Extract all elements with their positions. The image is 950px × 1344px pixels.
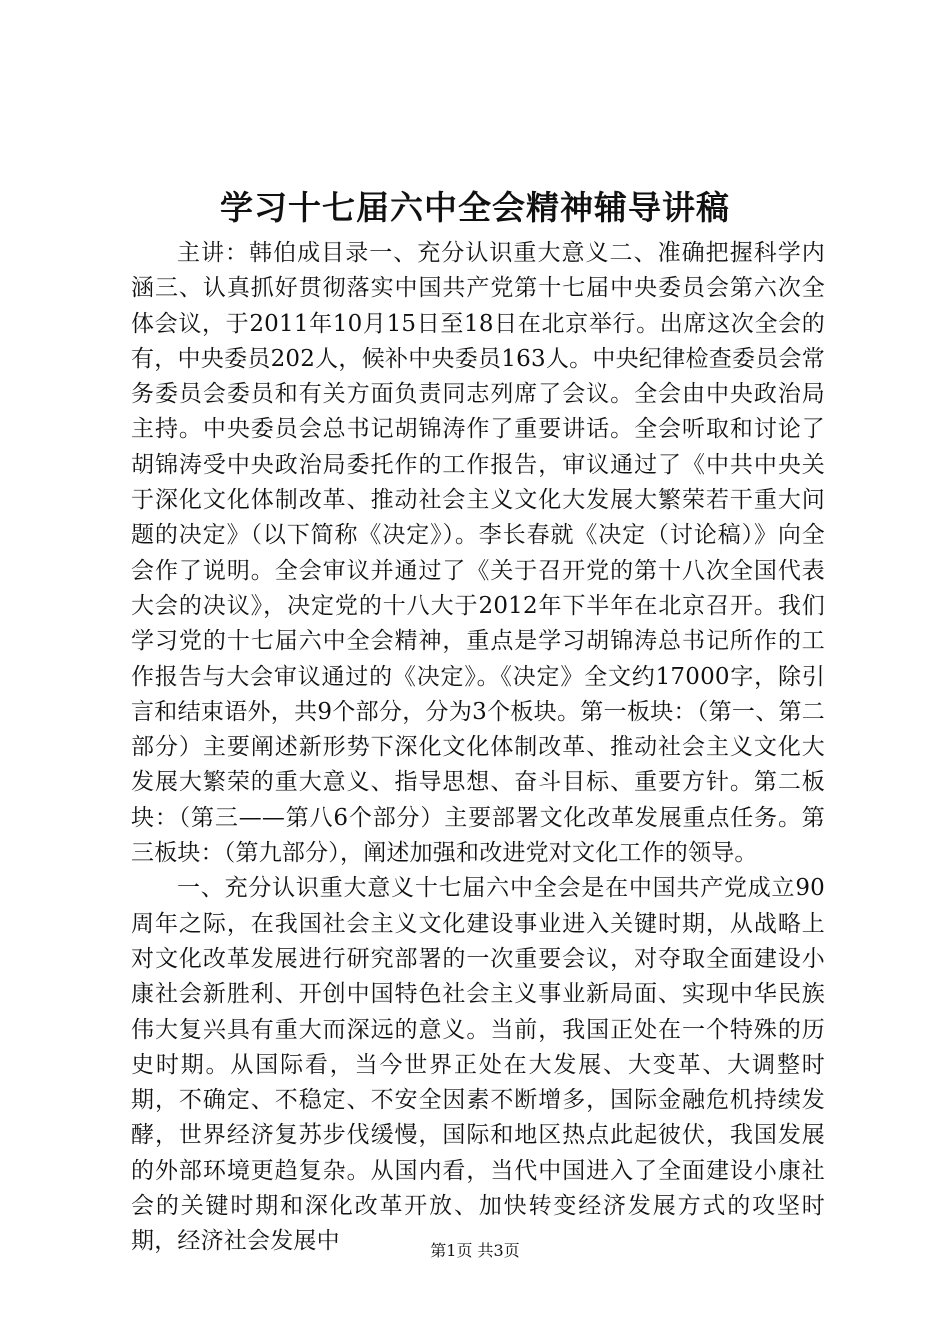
paragraph-intro: 主讲：韩伯成目录一、充分认识重大意义二、准确把握科学内涵三、认真抓好贯彻落实中国共产党第十七届中央委员会第六次全体会议，于2011年10月15日至18日在北京举行。出席这次全会的有，中央委员202人，候补中央委员163人。中央纪律检查委员会常务委员会委员和有关方面负责同志列席了会议。全会由中央政治局主持。中央委员会总书记胡锦涛作了重要讲话。全会听取和讨论了胡锦涛受中央政治局委托作的工作报告，审议通过了《中共中央关于深化文化体制改革、推动社会主义文化大发展大繁荣若干重大问题的决定》（以下简称《决定》）。李长春就《决定（讨论稿）》向全会作了说明。全会审议并通过了《关于召开党的第十八次全国代表大会的决议》，决定党的十八大于2012年下半年在北京召开。我们学习党的十七届六中全会精神，重点是学习胡锦涛总书记所作的工作报告与大会审议通过的《决定》。《决定》全文约17000字，除引言和结束语外，共9个部分，分为3个板块。第一板块：（第一、第二部分）主要阐述新形势下深化文化体制改革、推动社会主义文化大发展大繁荣的重大意义、指导思想、奋斗目标、重要方针。第二板块：（第三——第八6个部分）主要部署文化改革发展重点任务。第三板块：（第九部分），阐述加强和改进党对文化工作的领导。 bbox=[131, 240, 825, 867]
page-footer: 第1页 共3页 bbox=[430, 1241, 520, 1260]
paragraph-section-one: 一、充分认识重大意义十七届六中全会是在中国共产党成立90周年之际，在我国社会主义文化建设事业进入关键时期，从战略上对文化改革发展进行研究部署的一次重要会议，对夺取全面建设小康社会新胜利、开创中国特色社会主义事业新局面、实现中华民族伟大复兴具有重大而深远的意义。当前，我国正处在一个特殊的历史时期。从国际看，当今世界正处在大发展、大变革、大调整时期，不确定、不稳定、不安全因素不断增多，国际金融危机持续发酵，世界经济复苏步伐缓慢，国际和地区热点此起彼伏，我国发展的外部环境更趋复杂。从国内看，当代中国进入了全面建设小康社会的关键时期和深化改革开放、加快转变经济发展方式的攻坚时期，经济社会发展中 bbox=[131, 875, 825, 1255]
document-body bbox=[131, 236, 825, 1260]
document-title: 学习十七届六中全会精神辅导讲稿 bbox=[220, 188, 730, 227]
